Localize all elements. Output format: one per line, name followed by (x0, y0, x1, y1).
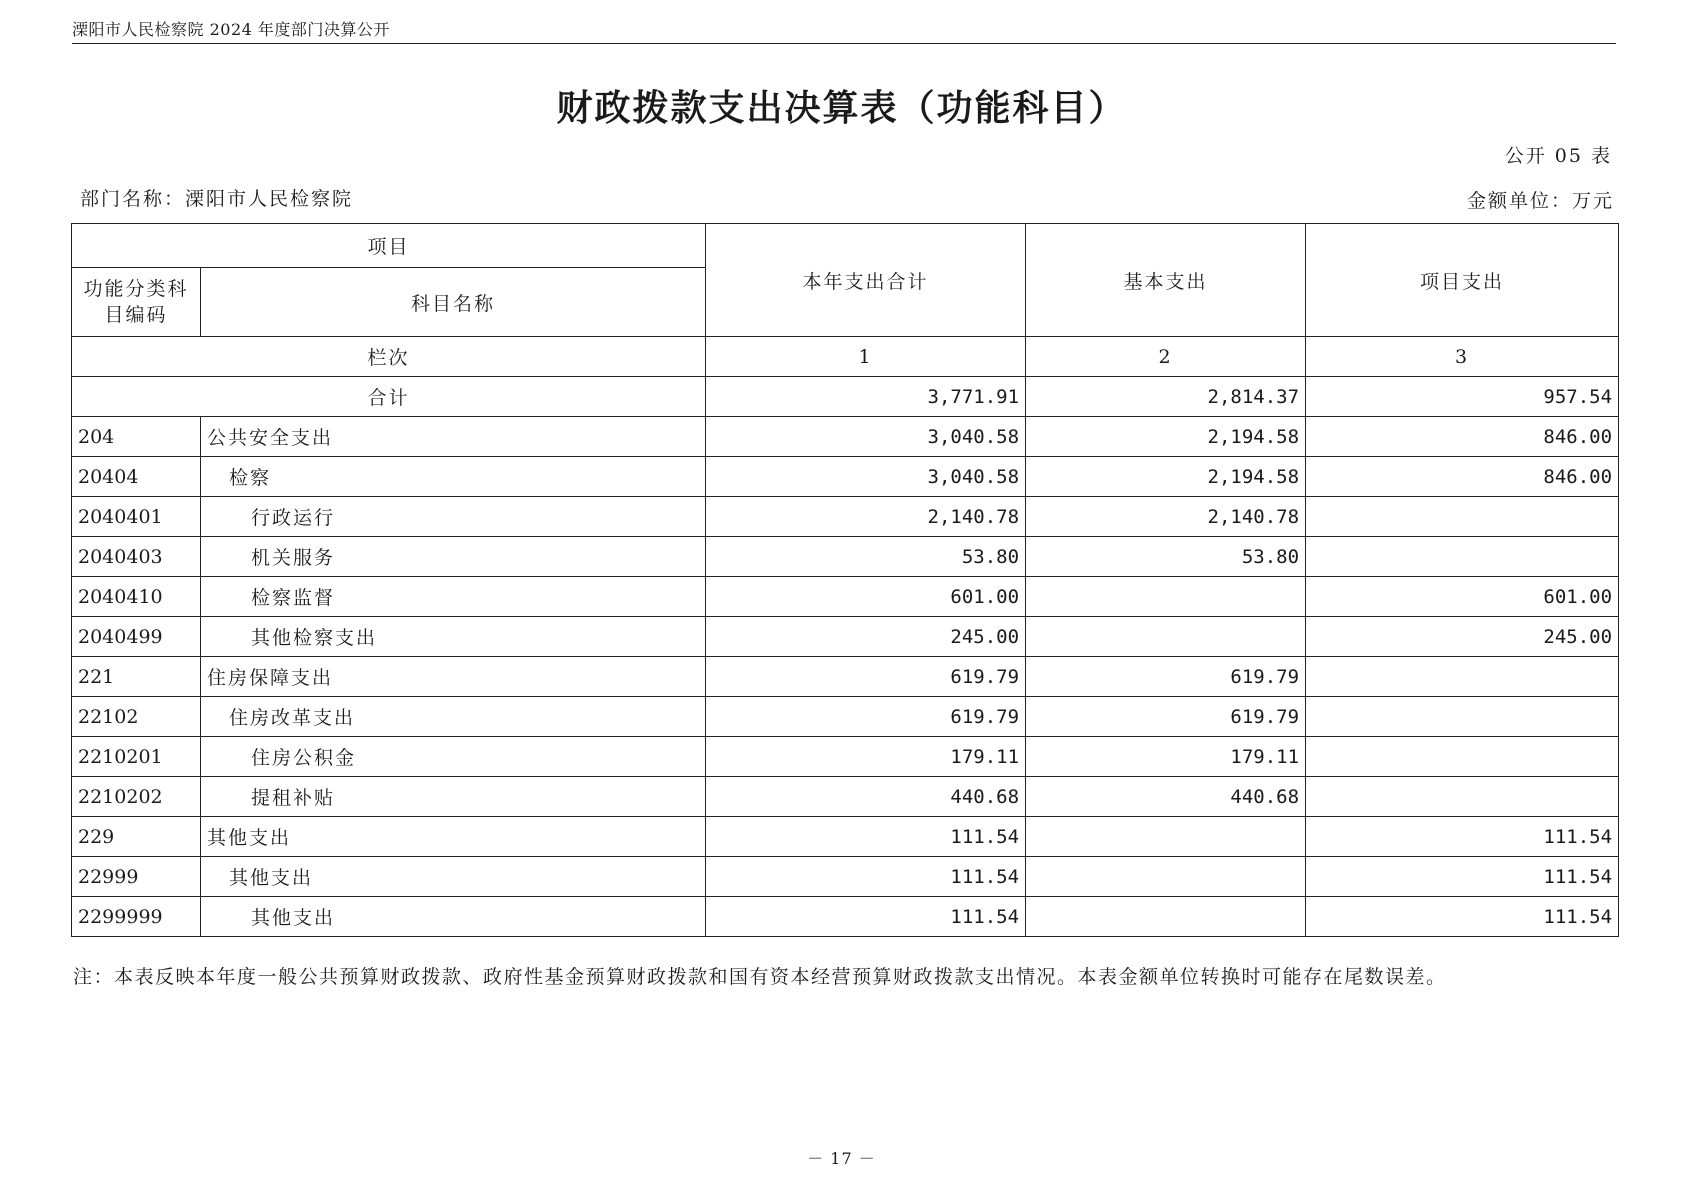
row-total: 111.54 (706, 897, 1026, 937)
department-name: 部门名称：溧阳市人民检察院 (80, 188, 354, 210)
header-total: 本年支出合计 (706, 224, 1026, 337)
row-code: 22999 (72, 857, 201, 897)
table-note: 注：本表反映本年度一般公共预算财政拨款、政府性基金预算财政拨款和国有资本经营预算财政拨款支出情况。本表金额单位转换时可能存在尾数误差。 (73, 966, 1447, 988)
table-row (72, 697, 1619, 737)
row-name: 行政运行 (201, 497, 706, 537)
amount-unit: 金额单位：万元 (1466, 190, 1614, 212)
row-code: 2040403 (72, 537, 201, 577)
row-basic: 619.79 (1026, 657, 1306, 697)
table-row (72, 417, 1619, 457)
table-row (72, 657, 1619, 697)
row-total: 619.79 (706, 697, 1026, 737)
sum-total: 3,771.91 (706, 377, 1026, 417)
header-item: 项目 (72, 224, 706, 268)
row-code: 2040410 (72, 577, 201, 617)
row-name: 检察监督 (201, 577, 706, 617)
row-total: 3,040.58 (706, 457, 1026, 497)
row-total: 601.00 (706, 577, 1026, 617)
row-project (1306, 697, 1619, 737)
row-name: 提租补贴 (201, 777, 706, 817)
header-code: 功能分类科目编码 (72, 268, 201, 337)
row-code: 2040499 (72, 617, 201, 657)
header-rule (72, 43, 1616, 44)
row-basic: 2,194.58 (1026, 417, 1306, 457)
row-total: 111.54 (706, 817, 1026, 857)
header-row-top (72, 224, 1619, 268)
row-name: 公共安全支出 (201, 417, 706, 457)
row-project: 111.54 (1306, 817, 1619, 857)
table-row (72, 617, 1619, 657)
row-name: 其他支出 (201, 857, 706, 897)
row-basic (1026, 857, 1306, 897)
table-row (72, 817, 1619, 857)
row-code: 2040401 (72, 497, 201, 537)
row-total: 111.54 (706, 857, 1026, 897)
table-row (72, 737, 1619, 777)
row-total: 245.00 (706, 617, 1026, 657)
index-2: 2 (1026, 337, 1306, 377)
row-project (1306, 777, 1619, 817)
index-3: 3 (1306, 337, 1619, 377)
row-name: 住房公积金 (201, 737, 706, 777)
row-project: 846.00 (1306, 457, 1619, 497)
row-project: 111.54 (1306, 857, 1619, 897)
row-basic (1026, 617, 1306, 657)
budget-table (71, 223, 1619, 937)
table-row (72, 777, 1619, 817)
table-row (72, 577, 1619, 617)
row-project (1306, 537, 1619, 577)
row-code: 20404 (72, 457, 201, 497)
row-project: 846.00 (1306, 417, 1619, 457)
row-name: 住房改革支出 (201, 697, 706, 737)
row-total: 440.68 (706, 777, 1026, 817)
index-1: 1 (706, 337, 1026, 377)
row-name: 其他支出 (201, 897, 706, 937)
row-project (1306, 657, 1619, 697)
row-name: 机关服务 (201, 537, 706, 577)
sum-label: 合计 (72, 377, 706, 417)
row-name: 其他检察支出 (201, 617, 706, 657)
row-basic: 2,140.78 (1026, 497, 1306, 537)
page-number: － 17 － (807, 1149, 876, 1168)
table-row (72, 497, 1619, 537)
document-title: 财政拨款支出决算表（功能科目） (556, 88, 1127, 129)
row-name: 检察 (201, 457, 706, 497)
sum-row (72, 377, 1619, 417)
index-label: 栏次 (72, 337, 706, 377)
row-project: 601.00 (1306, 577, 1619, 617)
row-basic: 179.11 (1026, 737, 1306, 777)
table-row (72, 537, 1619, 577)
header-project: 项目支出 (1306, 224, 1619, 337)
header-name: 科目名称 (201, 268, 706, 337)
form-number: 公开 05 表 (1504, 145, 1612, 167)
row-code: 221 (72, 657, 201, 697)
running-header: 溧阳市人民检察院 2024 年度部门决算公开 (72, 20, 390, 39)
sum-project: 957.54 (1306, 377, 1619, 417)
index-row (72, 337, 1619, 377)
row-project: 111.54 (1306, 897, 1619, 937)
row-basic (1026, 897, 1306, 937)
table-row (72, 897, 1619, 937)
table-row (72, 857, 1619, 897)
row-total: 179.11 (706, 737, 1026, 777)
row-code: 22102 (72, 697, 201, 737)
row-total: 619.79 (706, 657, 1026, 697)
row-name: 住房保障支出 (201, 657, 706, 697)
row-name: 其他支出 (201, 817, 706, 857)
row-total: 2,140.78 (706, 497, 1026, 537)
header-basic: 基本支出 (1026, 224, 1306, 337)
row-total: 3,040.58 (706, 417, 1026, 457)
row-code: 2299999 (72, 897, 201, 937)
row-code: 229 (72, 817, 201, 857)
sum-basic: 2,814.37 (1026, 377, 1306, 417)
table-row (72, 457, 1619, 497)
row-basic (1026, 817, 1306, 857)
row-basic: 53.80 (1026, 537, 1306, 577)
row-code: 2210201 (72, 737, 201, 777)
row-code: 2210202 (72, 777, 201, 817)
row-project (1306, 497, 1619, 537)
row-basic: 619.79 (1026, 697, 1306, 737)
row-project: 245.00 (1306, 617, 1619, 657)
row-project (1306, 737, 1619, 777)
row-total: 53.80 (706, 537, 1026, 577)
row-basic (1026, 577, 1306, 617)
row-basic: 2,194.58 (1026, 457, 1306, 497)
row-code: 204 (72, 417, 201, 457)
row-basic: 440.68 (1026, 777, 1306, 817)
